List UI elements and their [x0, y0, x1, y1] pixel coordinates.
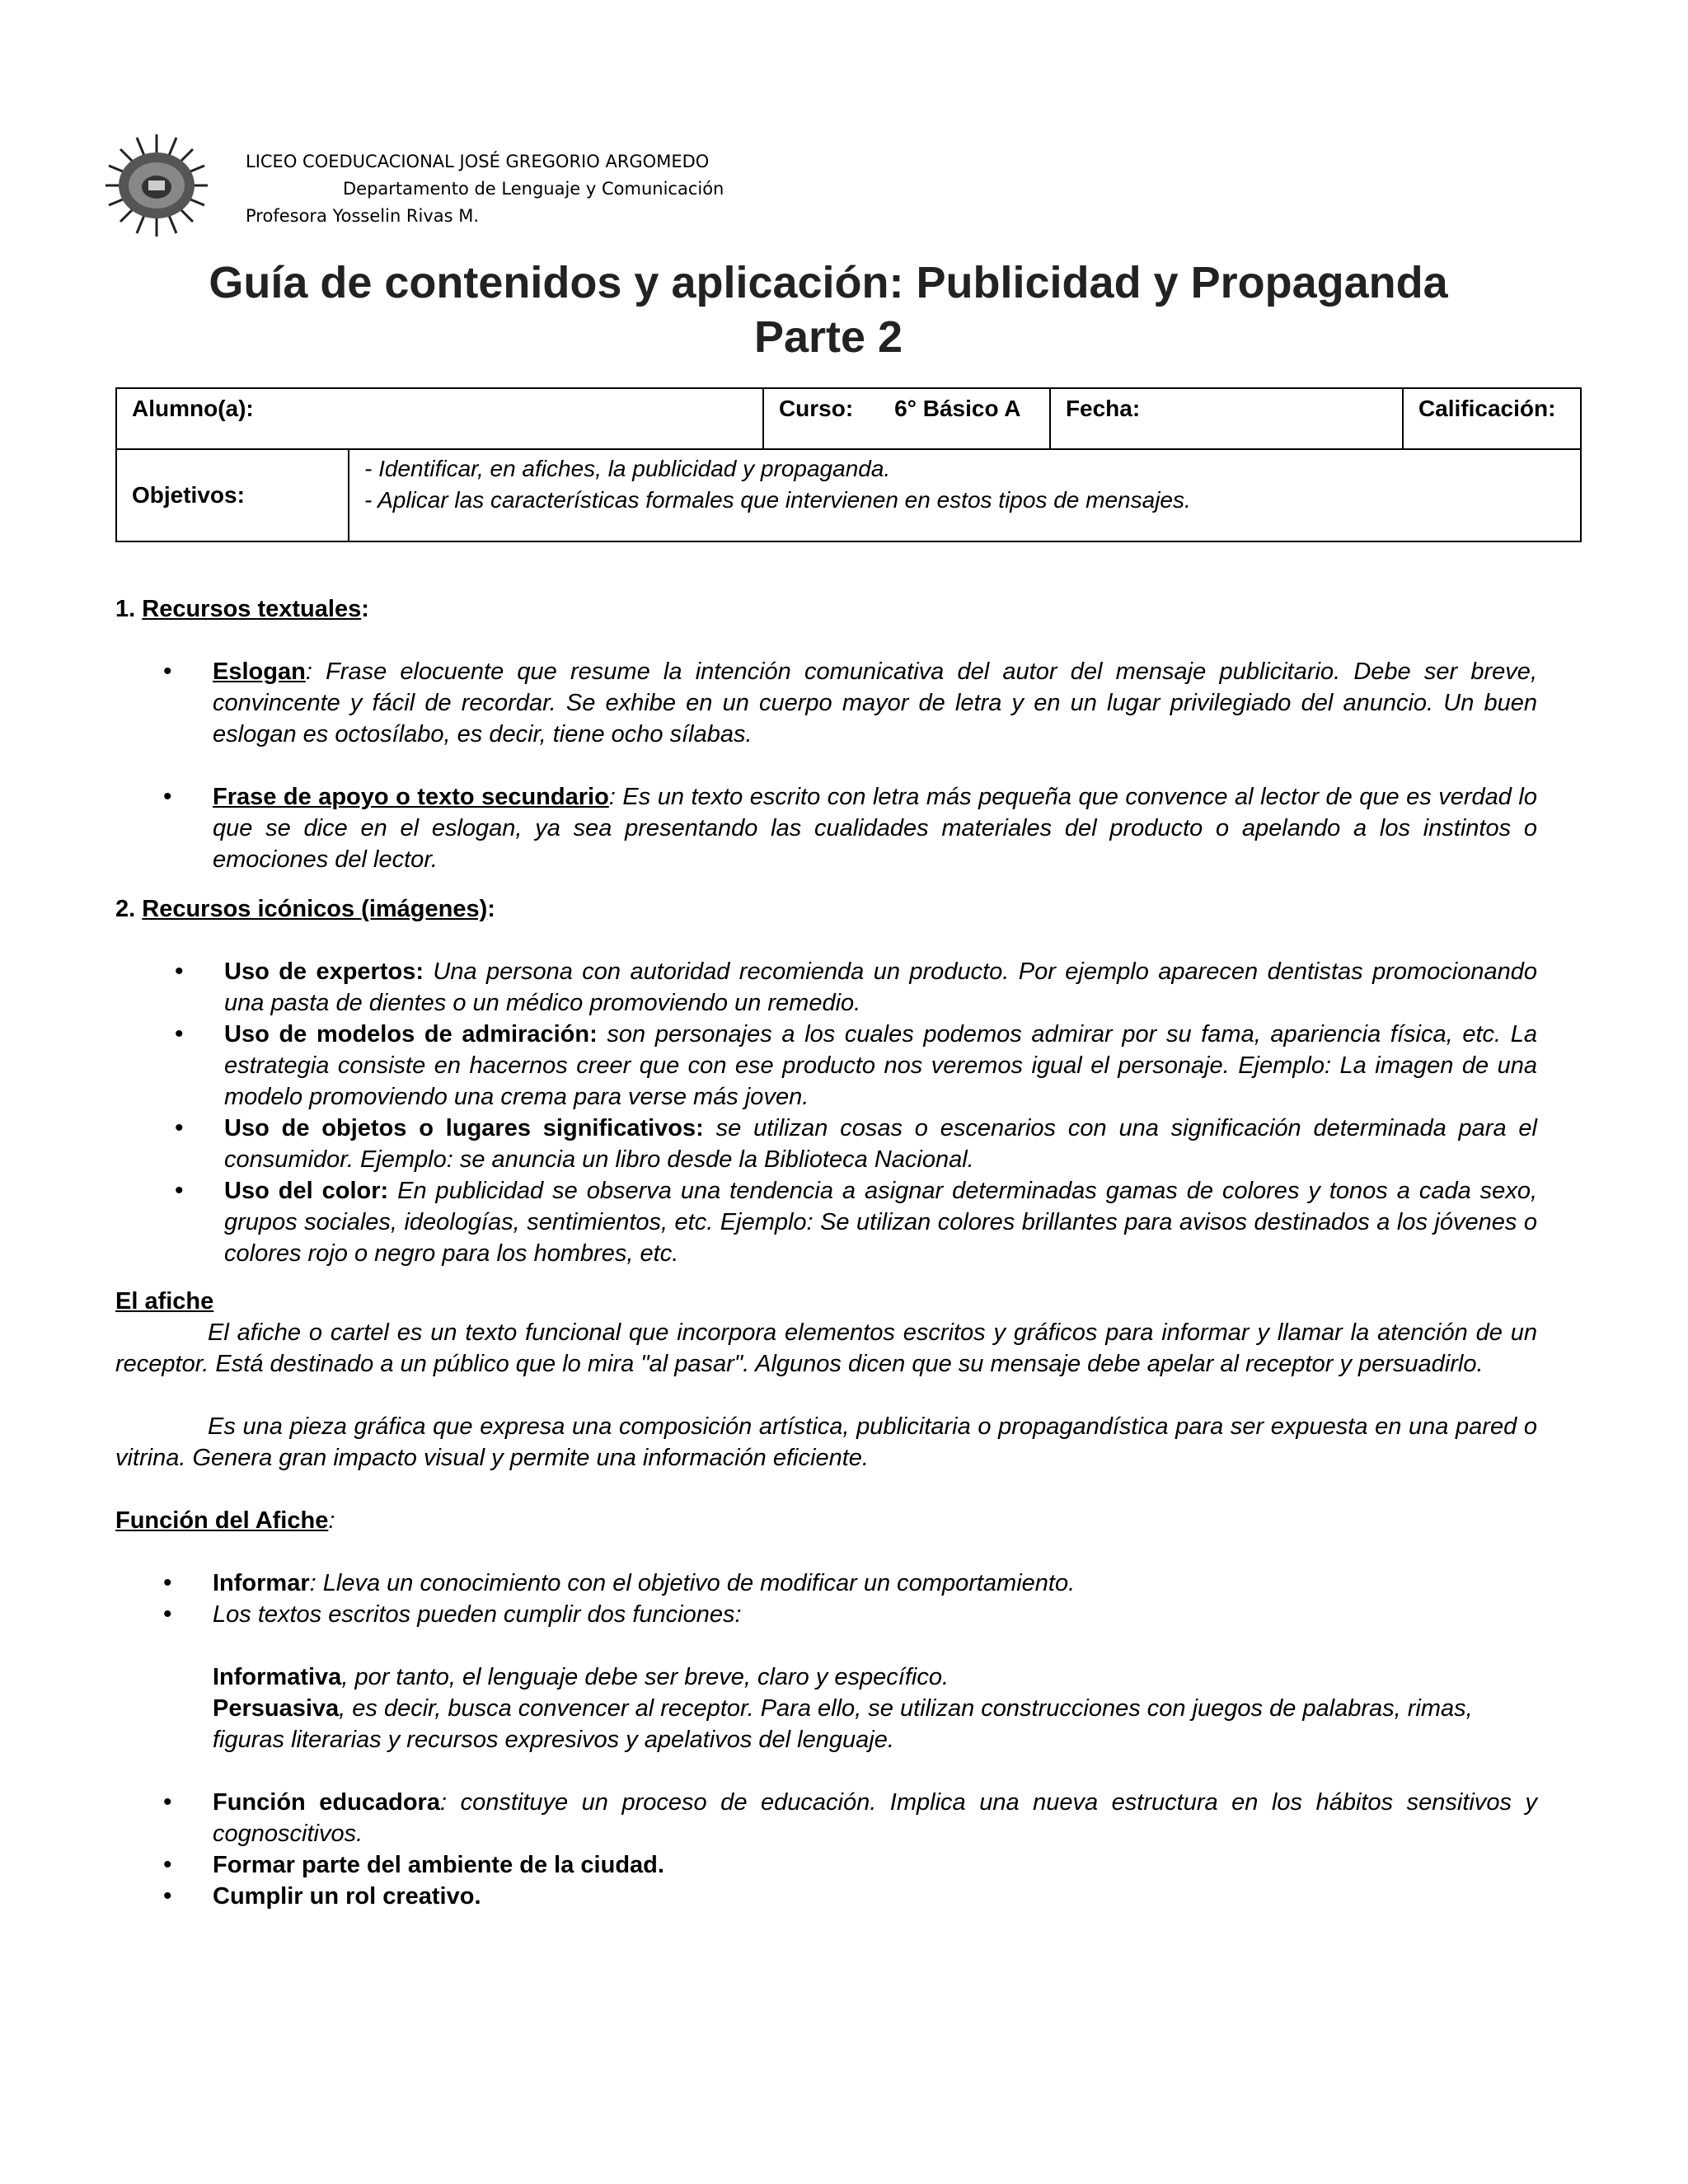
- funcion-list: [115, 1568, 1537, 1630]
- list-item: [115, 656, 1537, 750]
- list-item: [115, 1881, 1537, 1912]
- date-label: Fecha:: [1065, 396, 1141, 421]
- term-objetos: Uso de objetos o lugares significativos:: [224, 1115, 704, 1141]
- term-persuasiva: Persuasiva: [213, 1695, 340, 1722]
- list-item: [115, 1019, 1537, 1113]
- textos-escritos-text: Los textos escritos pueden cumplir dos funciones:: [213, 1601, 742, 1628]
- term-educadora: Función educadora: [213, 1789, 440, 1816]
- color-text: En publicidad se observa una tendencia a asignar determinadas gamas de colores y tonos a cada sexo, grupos sociales, ideologías, sentimientos, etc. Ejemplo: Se utilizan colores brillantes para avisos destinados a los jóvenes o colores rojo o negro para los hombres, etc.: [224, 1178, 1538, 1267]
- teacher-name: Profesora Yosselin Rivas M.: [246, 206, 480, 226]
- funcion-heading: [115, 1505, 1537, 1536]
- objective-2: - Aplicar las características formales que intervienen en estos tipos de mensajes.: [364, 487, 1191, 513]
- section-1-title: Recursos textuales: [142, 596, 362, 622]
- student-label: Alumno(a):: [132, 396, 254, 421]
- section-2-colon: :: [487, 896, 495, 922]
- course-cell: [763, 388, 1050, 449]
- term-expertos: Uso de expertos:: [224, 958, 424, 985]
- course-value: 6° Básico A: [894, 396, 1021, 421]
- eslogan-text: : Frase elocuente que resume la intención comunicativa del autor del mensaje publicitario. Debe ser breve, convincente y fácil de recordar. Se exhibe en un cuerpo mayor de letra y en un lugar privilegiado del anuncio. Un buen eslogan es octosílabo, es decir, tiene ocho sílabas.: [213, 658, 1537, 748]
- term-informativa: Informativa: [213, 1664, 342, 1690]
- frase-apoyo-text: : Es un texto escrito con letra más pequeña que convence al lector de que es verdad lo que se dice en el eslogan, ya sea presentando las cualidades materiales del producto o apelando a los instintos o emociones del lector.: [213, 784, 1537, 873]
- title-line-1: Guía de contenidos y aplicación: Publicidad y Propaganda: [209, 258, 1448, 307]
- term-informar: Informar: [213, 1570, 310, 1596]
- title-line-2: Parte 2: [753, 312, 903, 362]
- informativa-text: , por tanto, el lenguaje debe ser breve, claro y específico.: [341, 1664, 950, 1690]
- school-header: [246, 148, 724, 230]
- date-cell[interactable]: [1050, 388, 1403, 449]
- list-item: [115, 1599, 1537, 1630]
- funcion-colon: :: [328, 1507, 335, 1534]
- school-name: LICEO COEDUCACIONAL JOSÉ GREGORIO ARGOMEDO: [246, 152, 710, 171]
- guide-body: [115, 593, 1537, 1912]
- list-item: [115, 1568, 1537, 1599]
- grade-cell[interactable]: [1403, 388, 1581, 449]
- informativa-line: [115, 1661, 1537, 1693]
- section-1-heading: [115, 593, 1537, 625]
- modelos-text: son personajes a los cuales podemos admirar por su fama, apariencia física, etc. La estrategia consiste en hacernos creer que con ese producto nos veremos igual el personaje. Ejemplo: La imagen de una modelo promoviendo una crema para verse más joven.: [224, 1021, 1537, 1110]
- term-modelos: Uso de modelos de admiración:: [224, 1021, 598, 1047]
- objective-1: - Identificar, en afiches, la publicidad y propaganda.: [364, 456, 891, 481]
- list-item: [115, 1849, 1537, 1881]
- section-1-number: 1.: [115, 596, 136, 622]
- funcion-title: Función del Afiche: [115, 1507, 329, 1534]
- section-1-colon: :: [361, 596, 369, 622]
- term-frase-apoyo: Frase de apoyo o texto secundario: [213, 784, 609, 810]
- textual-resources-list: [115, 656, 1537, 875]
- section-2-title: Recursos icónicos (imágenes): [142, 896, 488, 922]
- creativo-item: Cumplir un rol creativo.: [213, 1883, 481, 1910]
- list-item: [115, 781, 1537, 875]
- educadora-text: : constituye un proceso de educación. Implica una nueva estructura en los hábitos sensitivos y cognoscitivos.: [213, 1789, 1537, 1847]
- afiche-paragraph-1: El afiche o cartel es un texto funcional que incorpora elementos escritos y gráficos para informar y llamar la atención de un receptor. Está destinado a un público que lo mira "al pasar". Algunos dicen que su mensaje debe apelar al receptor y persuadirlo.: [115, 1319, 1537, 1377]
- term-color: Uso del color:: [224, 1178, 389, 1204]
- ambiente-item: Formar parte del ambiente de la ciudad.: [213, 1852, 664, 1878]
- section-2-heading: [115, 893, 1537, 925]
- school-emblem-icon: [91, 128, 223, 243]
- objetos-text: se utilizan cosas o escenarios con una significación determinada para el consumidor. Ejemplo: se anuncia un libro desde la Biblioteca Nacional.: [224, 1115, 1537, 1173]
- persuasiva-line: [115, 1693, 1537, 1755]
- funcion-list-2: [115, 1787, 1537, 1912]
- list-item: [115, 956, 1537, 1019]
- list-item: [115, 1787, 1537, 1849]
- expertos-text: Una persona con autoridad recomienda un producto. Por ejemplo aparecen dentistas promocionando una pasta de dientes o un médico promoviendo un remedio.: [224, 958, 1537, 1016]
- student-info-table: [115, 387, 1582, 542]
- course-label: Curso:: [778, 396, 854, 421]
- list-item: [115, 1113, 1537, 1175]
- informar-text: : Lleva un conocimiento con el objetivo de modificar un comportamiento.: [309, 1570, 1076, 1596]
- afiche-paragraph-2: Es una pieza gráfica que expresa una composición artística, publicitaria o propagandística para ser expuesta en una pared o vitrina. Genera gran impacto visual y permite una información eficiente.: [115, 1413, 1537, 1471]
- department-name: Departamento de Lenguaje y Comunicación: [343, 179, 724, 199]
- page-title: [0, 255, 1657, 364]
- objectives-text: [349, 449, 1581, 541]
- persuasiva-text: , es decir, busca convencer al receptor. Para ello, se utilizan construcciones con juegos de palabras, rimas, figuras literarias y recursos expresivos y apelativos del lenguaje.: [213, 1695, 1473, 1753]
- grade-label: Calificación:: [1418, 396, 1556, 421]
- list-item: [115, 1175, 1537, 1269]
- section-2-number: 2.: [115, 896, 136, 922]
- afiche-heading: El afiche: [115, 1288, 214, 1315]
- student-cell[interactable]: [116, 388, 763, 449]
- iconic-resources-list: [115, 956, 1537, 1269]
- term-eslogan: Eslogan: [213, 658, 306, 685]
- objectives-label: Objetivos:: [116, 449, 349, 541]
